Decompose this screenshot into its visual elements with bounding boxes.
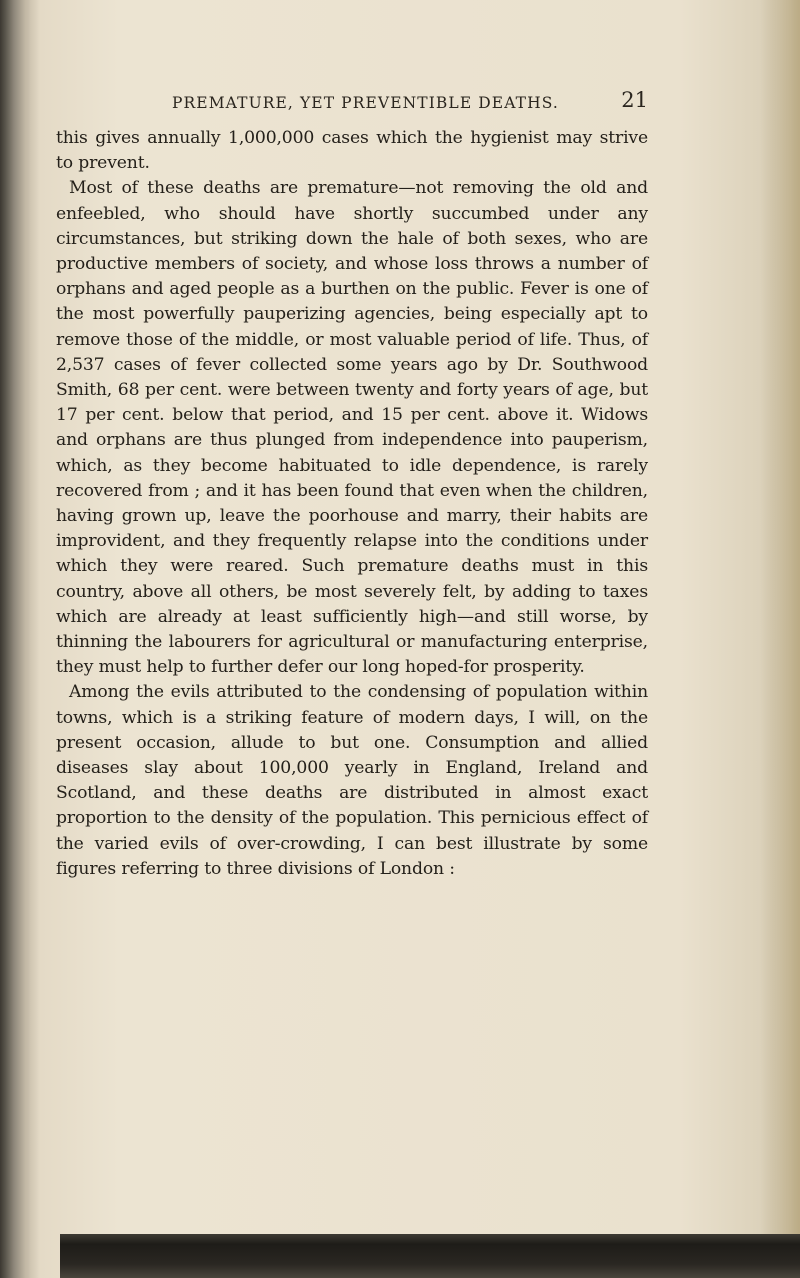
book-spine-shadow [0,0,30,1278]
running-head: PREMATURE, YET PREVENTIBLE DEATHS. [172,94,559,112]
paragraph-2: Most of these deaths are premature—not removing the old and enfeebled, who should have shortly succumbed under any circumstances, but striking down the hale of both sexes, who are productive members of society, and whose loss throws a number of orphans and aged people as a burthen on the public. Fever is one of the most powerfully pauperizing agencies, being especially apt to remove those of the middle, or most valuable period of life. Thus, of 2,537 cases of fever collected some years ago by Dr. Southwood Smith, 68 per cent. were between twenty and forty years of age, but 17 per cent. below that period, and 15 per cent. above it. Widows and orphans are thus plunged from independence into pauperism, which, as they become habituated to idle dependence, is rarely recovered from ; and it has been found that even when the children, having grown up, leave the poorhouse and marry, their habits are improvident, and they frequently relapse into the conditions under which they were reared. Such premature deaths must in this country, above all others, be most severely felt, by adding to taxes which are already at least sufficiently high—and still worse, by thinning the labourers for agricultural or manufacturing enterprise, they must help to further defer our long hoped-for prosperity. [56,178,648,678]
bottom-dark-band [60,1234,800,1278]
page-header [172,86,648,118]
page-edge-stain [760,0,800,1278]
body-text [56,126,648,882]
paragraph-1: this gives annually 1,000,000 cases which the hygienist may strive to prevent. [56,128,648,174]
page-number: 21 [621,88,648,112]
paragraph-3: Among the evils attributed to the condensing of population within towns, which is a striking feature of modern days, I will, on the present occasion, allude to but one. Consumption and allied diseases slay about 100,000 yearly in England, Ireland and Scotland, and these deaths are distributed in almost exact proportion to the density of the population. This pernicious effect of the varied evils of over-crowding, I can best illustrate by some figures referring to three divisions of London : [56,682,648,879]
